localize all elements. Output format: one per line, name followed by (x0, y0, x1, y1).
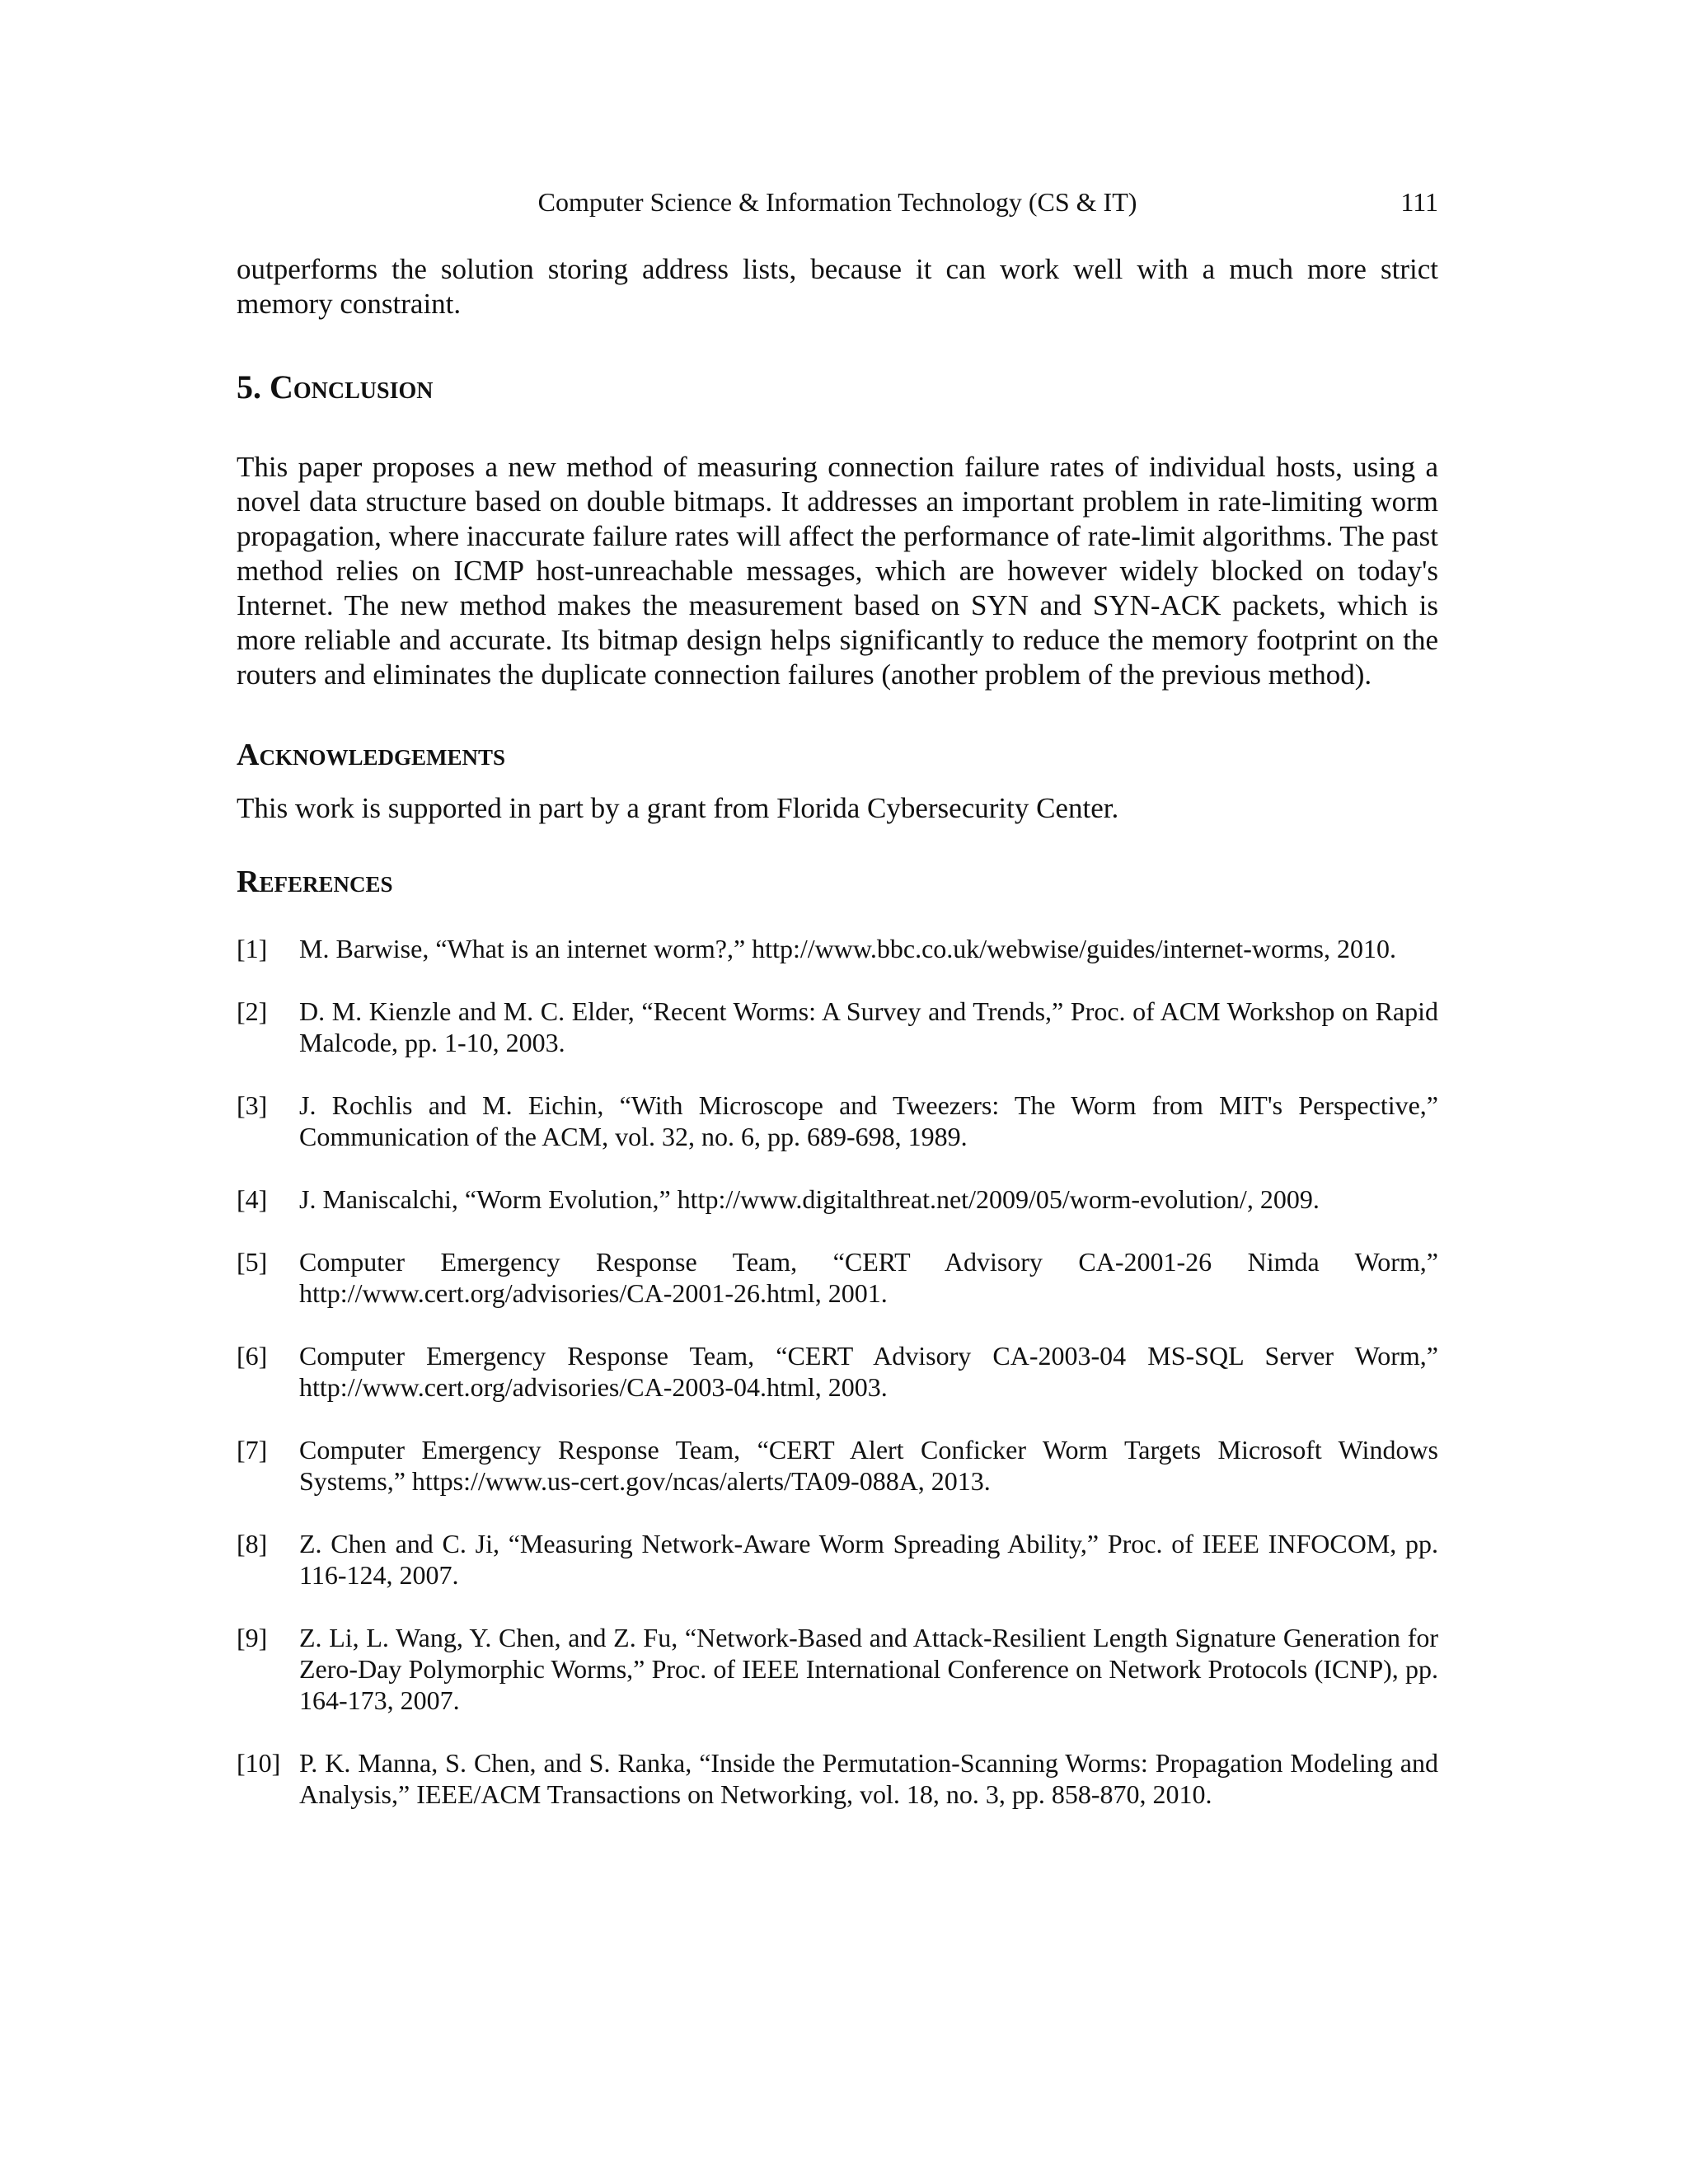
reference-text: Computer Emergency Response Team, “CERT Advisory CA-2001-26 Nimda Worm,” http://www.cert.org/advisories/CA-2001-26.html, 2001. (299, 1247, 1438, 1308)
reference-item (237, 933, 1438, 964)
reference-item (237, 1622, 1438, 1716)
reference-item (237, 1747, 1438, 1810)
reference-number: [1] (237, 934, 268, 963)
reference-number: [6] (237, 1341, 268, 1371)
reference-item (237, 1246, 1438, 1309)
reference-text: M. Barwise, “What is an internet worm?,” http://www.bbc.co.uk/webwise/guides/internet-worms, 2010. (299, 934, 1396, 963)
acknowledgements-heading: Acknowledgements (237, 738, 505, 772)
reference-list (237, 933, 1438, 1810)
acknowledgements-paragraph: This work is supported in part by a grant from Florida Cybersecurity Center. (237, 792, 1119, 824)
reference-text: J. Rochlis and M. Eichin, “With Microscope and Tweezers: The Worm from MIT's Perspective,” Communication of the ACM, vol. 32, no. 6, pp. 689-698, 1989. (299, 1090, 1438, 1151)
reference-item (237, 996, 1438, 1058)
reference-number: [3] (237, 1090, 268, 1120)
reference-number: [9] (237, 1623, 268, 1652)
page-number: 111 (1400, 187, 1438, 217)
reference-number: [5] (237, 1247, 268, 1277)
reference-text: Z. Li, L. Wang, Y. Chen, and Z. Fu, “Network-Based and Attack-Resilient Length Signature Generation for Zero-Day Polymorphic Worms,” Proc. of IEEE International Conference on Network Protocols (ICNP), pp. 164-173, 2007. (299, 1623, 1438, 1715)
conclusion-paragraph: This paper proposes a new method of measuring connection failure rates of individual hosts, using a novel data structure based on double bitmaps. It addresses an important problem in rate-limiting worm propagation, where inaccurate failure rates will affect the performance of rate-limit algorithms. The past method relies on ICMP host-unreachable messages, which are however widely blocked on today's Internet. The new method makes the measurement based on SYN and SYN-ACK packets, which is more reliable and accurate. Its bitmap design helps significantly to reduce the memory footprint on the routers and eliminates the duplicate connection failures (another problem of the previous method). (237, 451, 1438, 691)
reference-text: J. Maniscalchi, “Worm Evolution,” http://www.digitalthreat.net/2009/05/worm-evolution/, 2009. (299, 1184, 1320, 1214)
reference-item (237, 1183, 1438, 1215)
reference-item (237, 1434, 1438, 1497)
reference-item (237, 1090, 1438, 1152)
running-header (237, 181, 1438, 223)
references-heading: References (237, 865, 393, 899)
intro-paragraph: outperforms the solution storing address lists, because it can work well with a much more strict memory constraint. (237, 253, 1438, 320)
reference-text: Computer Emergency Response Team, “CERT Alert Conficker Worm Targets Microsoft Windows Systems,” https://www.us-cert.gov/ncas/alerts/TA09-088A, 2013. (299, 1435, 1438, 1496)
paper-page (237, 181, 1438, 1841)
conclusion-heading: 5. Conclusion (237, 368, 434, 405)
reference-number: [8] (237, 1529, 268, 1558)
reference-number: [10] (237, 1748, 281, 1778)
reference-text: Computer Emergency Response Team, “CERT Advisory CA-2003-04 MS-SQL Server Worm,” http://www.cert.org/advisories/CA-2003-04.html, 2003. (299, 1341, 1438, 1402)
reference-item (237, 1340, 1438, 1403)
reference-number: [4] (237, 1184, 268, 1214)
reference-text: P. K. Manna, S. Chen, and S. Ranka, “Inside the Permutation-Scanning Worms: Propagation Modeling and Analysis,” IEEE/ACM Transactions on Networking, vol. 18, no. 3, pp. 858-870, 2010. (299, 1748, 1438, 1809)
reference-item (237, 1528, 1438, 1591)
reference-text: Z. Chen and C. Ji, “Measuring Network-Aware Worm Spreading Ability,” Proc. of IEEE INFOCOM, pp. 116-124, 2007. (299, 1529, 1438, 1590)
reference-number: [2] (237, 996, 268, 1026)
reference-number: [7] (237, 1435, 268, 1465)
reference-text: D. M. Kienzle and M. C. Elder, “Recent Worms: A Survey and Trends,” Proc. of ACM Workshop on Rapid Malcode, pp. 1-10, 2003. (299, 996, 1438, 1057)
journal-title: Computer Science & Information Technology (CS & IT) (537, 187, 1137, 217)
